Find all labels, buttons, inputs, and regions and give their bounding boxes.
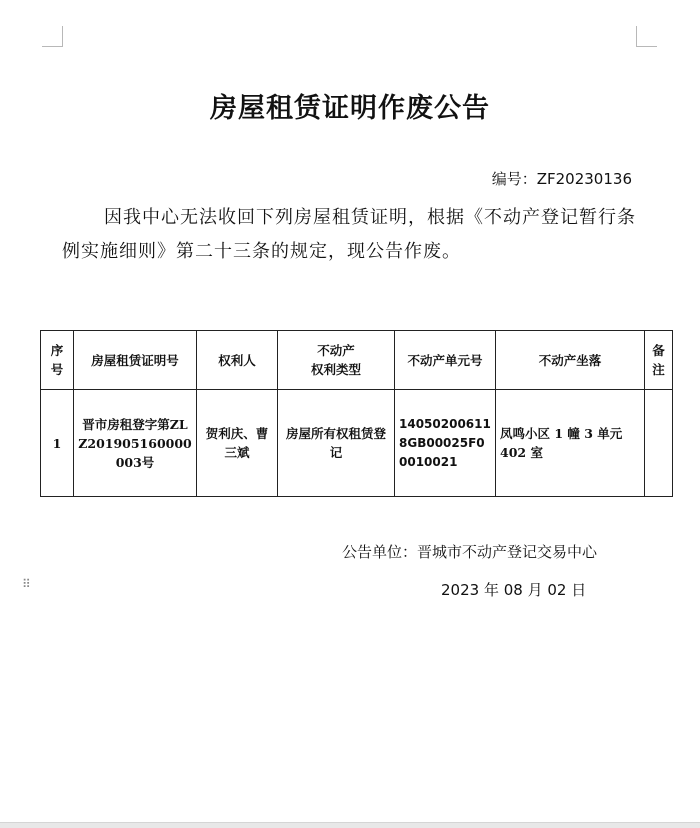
cell-holder: 贺利庆、曹三斌: [197, 390, 278, 497]
table-row: [41, 390, 673, 497]
issuing-organization: 公告单位：晋城市不动产登记交易中心: [342, 543, 598, 561]
header-right-type: 不动产 权利类型: [278, 331, 395, 390]
cell-note: [645, 390, 673, 497]
header-index: 序 号: [41, 331, 74, 390]
cell-index: 1: [41, 390, 74, 497]
cell-location: 凤鸣小区 1 幢 3 单元 402 室: [496, 390, 645, 497]
header-unit-no: 不动产单元号: [395, 331, 496, 390]
header-location: 不动产坐落: [496, 331, 645, 390]
page-corner-marker-top-right: [636, 26, 657, 47]
table-header-row: [41, 331, 673, 390]
certificate-table: [40, 330, 673, 497]
document-serial-number: 编号：ZF20230136: [491, 170, 632, 188]
announcement-paragraph: [62, 201, 642, 269]
document-title: 房屋租赁证明作废公告: [210, 93, 490, 124]
page-corner-marker-top-left: [42, 26, 63, 47]
cell-right-type: 房屋所有权租赁登记: [278, 390, 395, 497]
header-note: 备 注: [645, 331, 673, 390]
cell-unit-no: 140502006118GB00025F00010021: [395, 390, 496, 497]
cell-cert-no: 晋市房租登字第ZLZ201905160000003号: [74, 390, 197, 497]
drag-handle-icon[interactable]: ⠿: [22, 577, 32, 591]
page-bottom-edge: [0, 822, 700, 828]
announcement-paragraph-text: 因我中心无法收回下列房屋租赁证明，根据《不动产登记暂行条例实施细则》第二十三条的规定，现公告作废。: [62, 207, 636, 262]
announcement-date: 2023 年 08 月 02 日: [441, 581, 587, 599]
header-cert-no: 房屋租赁证明号: [74, 331, 197, 390]
header-holder: 权利人: [197, 331, 278, 390]
